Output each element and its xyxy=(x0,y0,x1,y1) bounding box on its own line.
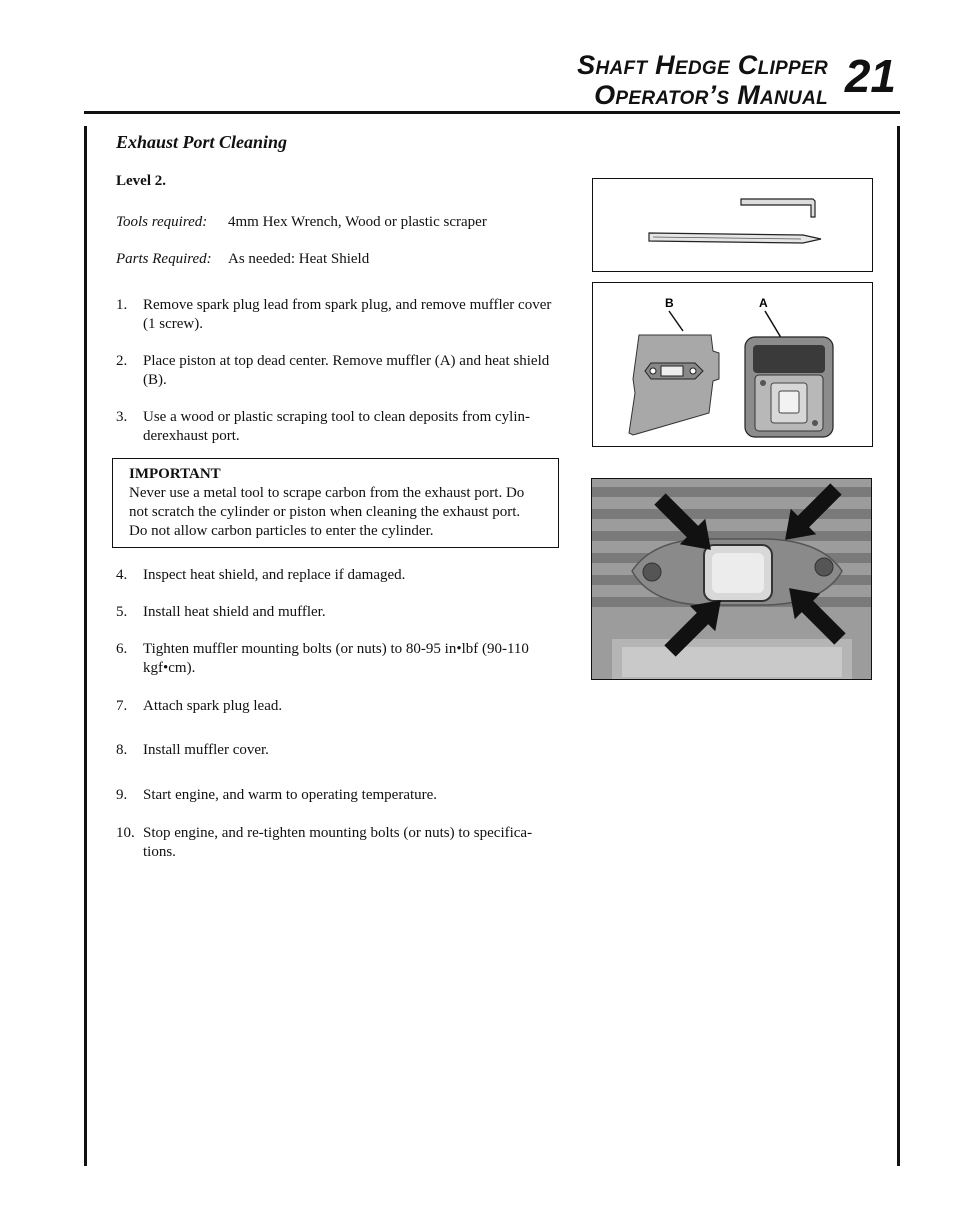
step-text: Stop engine, and re-tighten mounting bolts (or nuts) to specifica-tions. xyxy=(143,825,533,860)
muffler-image xyxy=(745,337,833,437)
leader-line-b xyxy=(669,311,683,331)
step-item xyxy=(116,640,556,678)
step-text: Install heat shield and muffler. xyxy=(143,604,326,620)
parts-required-value: As needed: Heat Shield xyxy=(228,251,370,267)
manual-title-line2: Operator’s Manual xyxy=(594,80,828,110)
step-number: 2. xyxy=(116,353,128,369)
step-item xyxy=(116,408,556,446)
step-text: Start engine, and warm to operating temperature. xyxy=(143,787,438,803)
level-label: Level 2. xyxy=(116,173,166,189)
step-item xyxy=(116,697,556,716)
scraper-tool-icon xyxy=(649,233,821,243)
step-text: Inspect heat shield, and replace if damaged. xyxy=(143,567,406,583)
important-notice xyxy=(112,458,559,548)
left-margin-rule xyxy=(84,126,87,1166)
manual-title-line1: Shaft Hedge Clipper xyxy=(577,50,828,80)
step-text: Remove spark plug lead from spark plug, and remove muffler cover (1 screw). xyxy=(143,297,552,332)
step-text: Attach spark plug lead. xyxy=(143,698,283,714)
parts-required-row xyxy=(116,251,369,268)
right-margin-rule xyxy=(897,126,900,1166)
exhaust-port-figure xyxy=(591,478,872,680)
step-number: 10. xyxy=(116,825,135,841)
step-item xyxy=(116,824,556,862)
callout-a: A xyxy=(759,296,768,310)
step-item xyxy=(116,566,556,585)
page-number: 21 xyxy=(844,50,896,102)
tools-required-row xyxy=(116,214,487,231)
important-body: Never use a metal tool to scrape carbon from the exhaust port. Do not scratch the cylinder or piston when cleaning the exhaust port. Do not allow carbon particles to enter the cylinder. xyxy=(129,485,525,539)
exhaust-port-photo xyxy=(592,479,872,680)
tools-figure xyxy=(592,178,873,272)
step-item xyxy=(116,786,556,805)
step-number: 1. xyxy=(116,297,128,313)
step-number: 4. xyxy=(116,567,128,583)
callout-b: B xyxy=(665,296,674,310)
step-text: Tighten muffler mounting bolts (or nuts) to 80-95 in•lbf (90-110 kgf•cm). xyxy=(143,641,529,676)
step-item xyxy=(116,352,556,390)
muffler-heat-shield-figure xyxy=(592,282,873,447)
step-item xyxy=(116,603,556,622)
tools-required-label: Tools required: xyxy=(116,214,208,230)
tools-illustration xyxy=(593,179,873,272)
parts-required-label: Parts Required: xyxy=(116,251,212,267)
step-number: 3. xyxy=(116,409,128,425)
step-number: 6. xyxy=(116,641,128,657)
important-heading: IMPORTANT xyxy=(129,466,221,482)
step-text: Place piston at top dead center. Remove muffler (A) and heat shield (B). xyxy=(143,353,550,388)
hex-wrench-icon xyxy=(741,199,815,217)
header-divider xyxy=(84,111,900,114)
step-number: 5. xyxy=(116,604,128,620)
step-number: 9. xyxy=(116,787,128,803)
step-number: 7. xyxy=(116,698,128,714)
manual-title xyxy=(577,50,828,110)
section-title: Exhaust Port Cleaning xyxy=(116,132,288,152)
step-item xyxy=(116,741,556,760)
tools-required-value: 4mm Hex Wrench, Wood or plastic scraper xyxy=(228,214,487,230)
step-item xyxy=(116,296,556,334)
step-number: 8. xyxy=(116,742,128,758)
muffler-heat-shield-illustration xyxy=(593,283,873,447)
heat-shield-image xyxy=(629,335,719,435)
step-text: Install muffler cover. xyxy=(143,742,269,758)
step-text: Use a wood or plastic scraping tool to clean deposits from cylin-derexhaust port. xyxy=(143,409,530,444)
